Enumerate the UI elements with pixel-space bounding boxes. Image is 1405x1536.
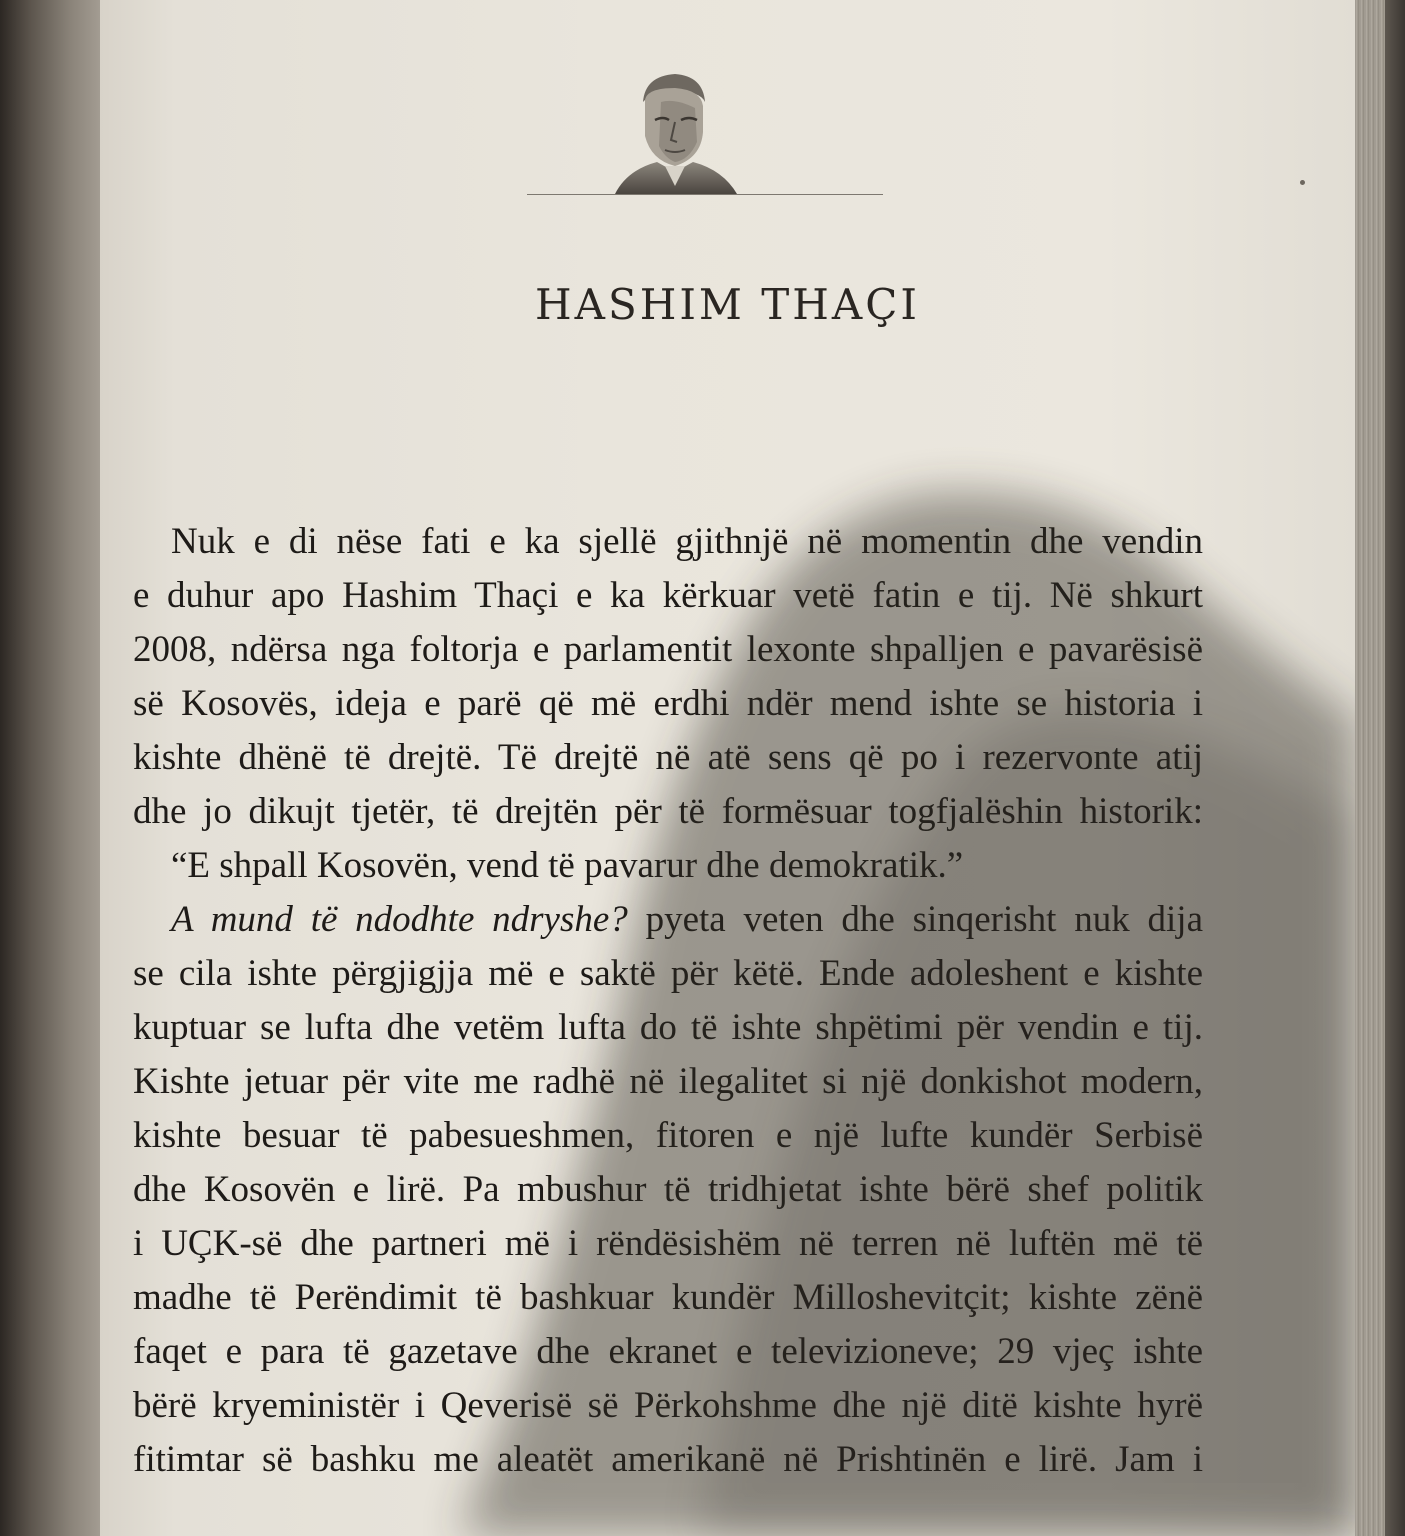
decorative-rule [527, 194, 883, 195]
text-fragment: pyeta veten dhe sinqerisht nuk dija [627, 899, 1203, 940]
left-page-edge [0, 0, 100, 1536]
text-line: fitimtar së bashku me aleatët amerikanë në Prishtinën e lirë. Jam i [133, 1439, 1203, 1480]
body-text [133, 515, 1203, 1487]
text-line: kishte besuar të pabesueshmen, fitoren e një lufte kundër Serbisë [133, 1115, 1203, 1156]
text-line: kishte dhënë të drejtë. Të drejtë në atë sens që po i rezervonte atij [133, 737, 1203, 778]
quote-line: “E shpall Kosovën, vend të pavarur dhe demokratik.” [171, 845, 964, 886]
text-line: 2008, ndërsa nga foltorja e parlamentit lexonte shpalljen e pavarësisë [133, 629, 1203, 670]
text-line: bërë kryeministër i Qeverisë së Përkohshme dhe një ditë kishte hyrë [133, 1385, 1203, 1426]
text-line: i UÇK-së dhe partneri më i rëndësishëm në terren në luftën më të [133, 1223, 1203, 1264]
book-page [100, 0, 1355, 1536]
text-line: dhe Kosovën e lirë. Pa mbushur të tridhjetat ishte bërë shef politik [133, 1169, 1203, 1210]
chapter-title: HASHIM THAÇI [534, 280, 920, 329]
text-line: kuptuar se lufta dhe vetëm lufta do të ishte shpëtimi për vendin e tij. [133, 1007, 1203, 1048]
paper-speck [1300, 180, 1305, 185]
text-line: dhe jo dikujt tjetër, të drejtën për të formësuar togfjalëshin historik: [133, 791, 1203, 832]
text-line: se cila ishte përgjigjja më e saktë për këtë. Ende adoleshent e kishte [133, 953, 1203, 994]
text-line: Nuk e di nëse fati e ka sjellë gjithnjë në momentin dhe vendin [171, 521, 1203, 562]
text-line: faqet e para të gazetave dhe ekranet e televizioneve; 29 vjeç ishte [133, 1331, 1203, 1372]
portrait-sketch-icon [605, 62, 745, 202]
text-line: e duhur apo Hashim Thaçi e ka kërkuar vetë fatin e tij. Në shkurt [133, 575, 1203, 616]
text-line: Kishte jetuar për vite me radhë në ilegalitet si një donkishot modern, [133, 1061, 1203, 1102]
text-line: së Kosovës, ideja e parë që më erdhi ndër mend ishte se historia i [133, 683, 1203, 724]
italic-question: A mund të ndodhte ndryshe? [171, 899, 628, 940]
text-line: madhe të Perëndimit të bashkuar kundër Milloshevitçit; kishte zënë [133, 1277, 1203, 1318]
page-stack-edge [1355, 0, 1405, 1536]
text-line [133, 893, 1203, 947]
